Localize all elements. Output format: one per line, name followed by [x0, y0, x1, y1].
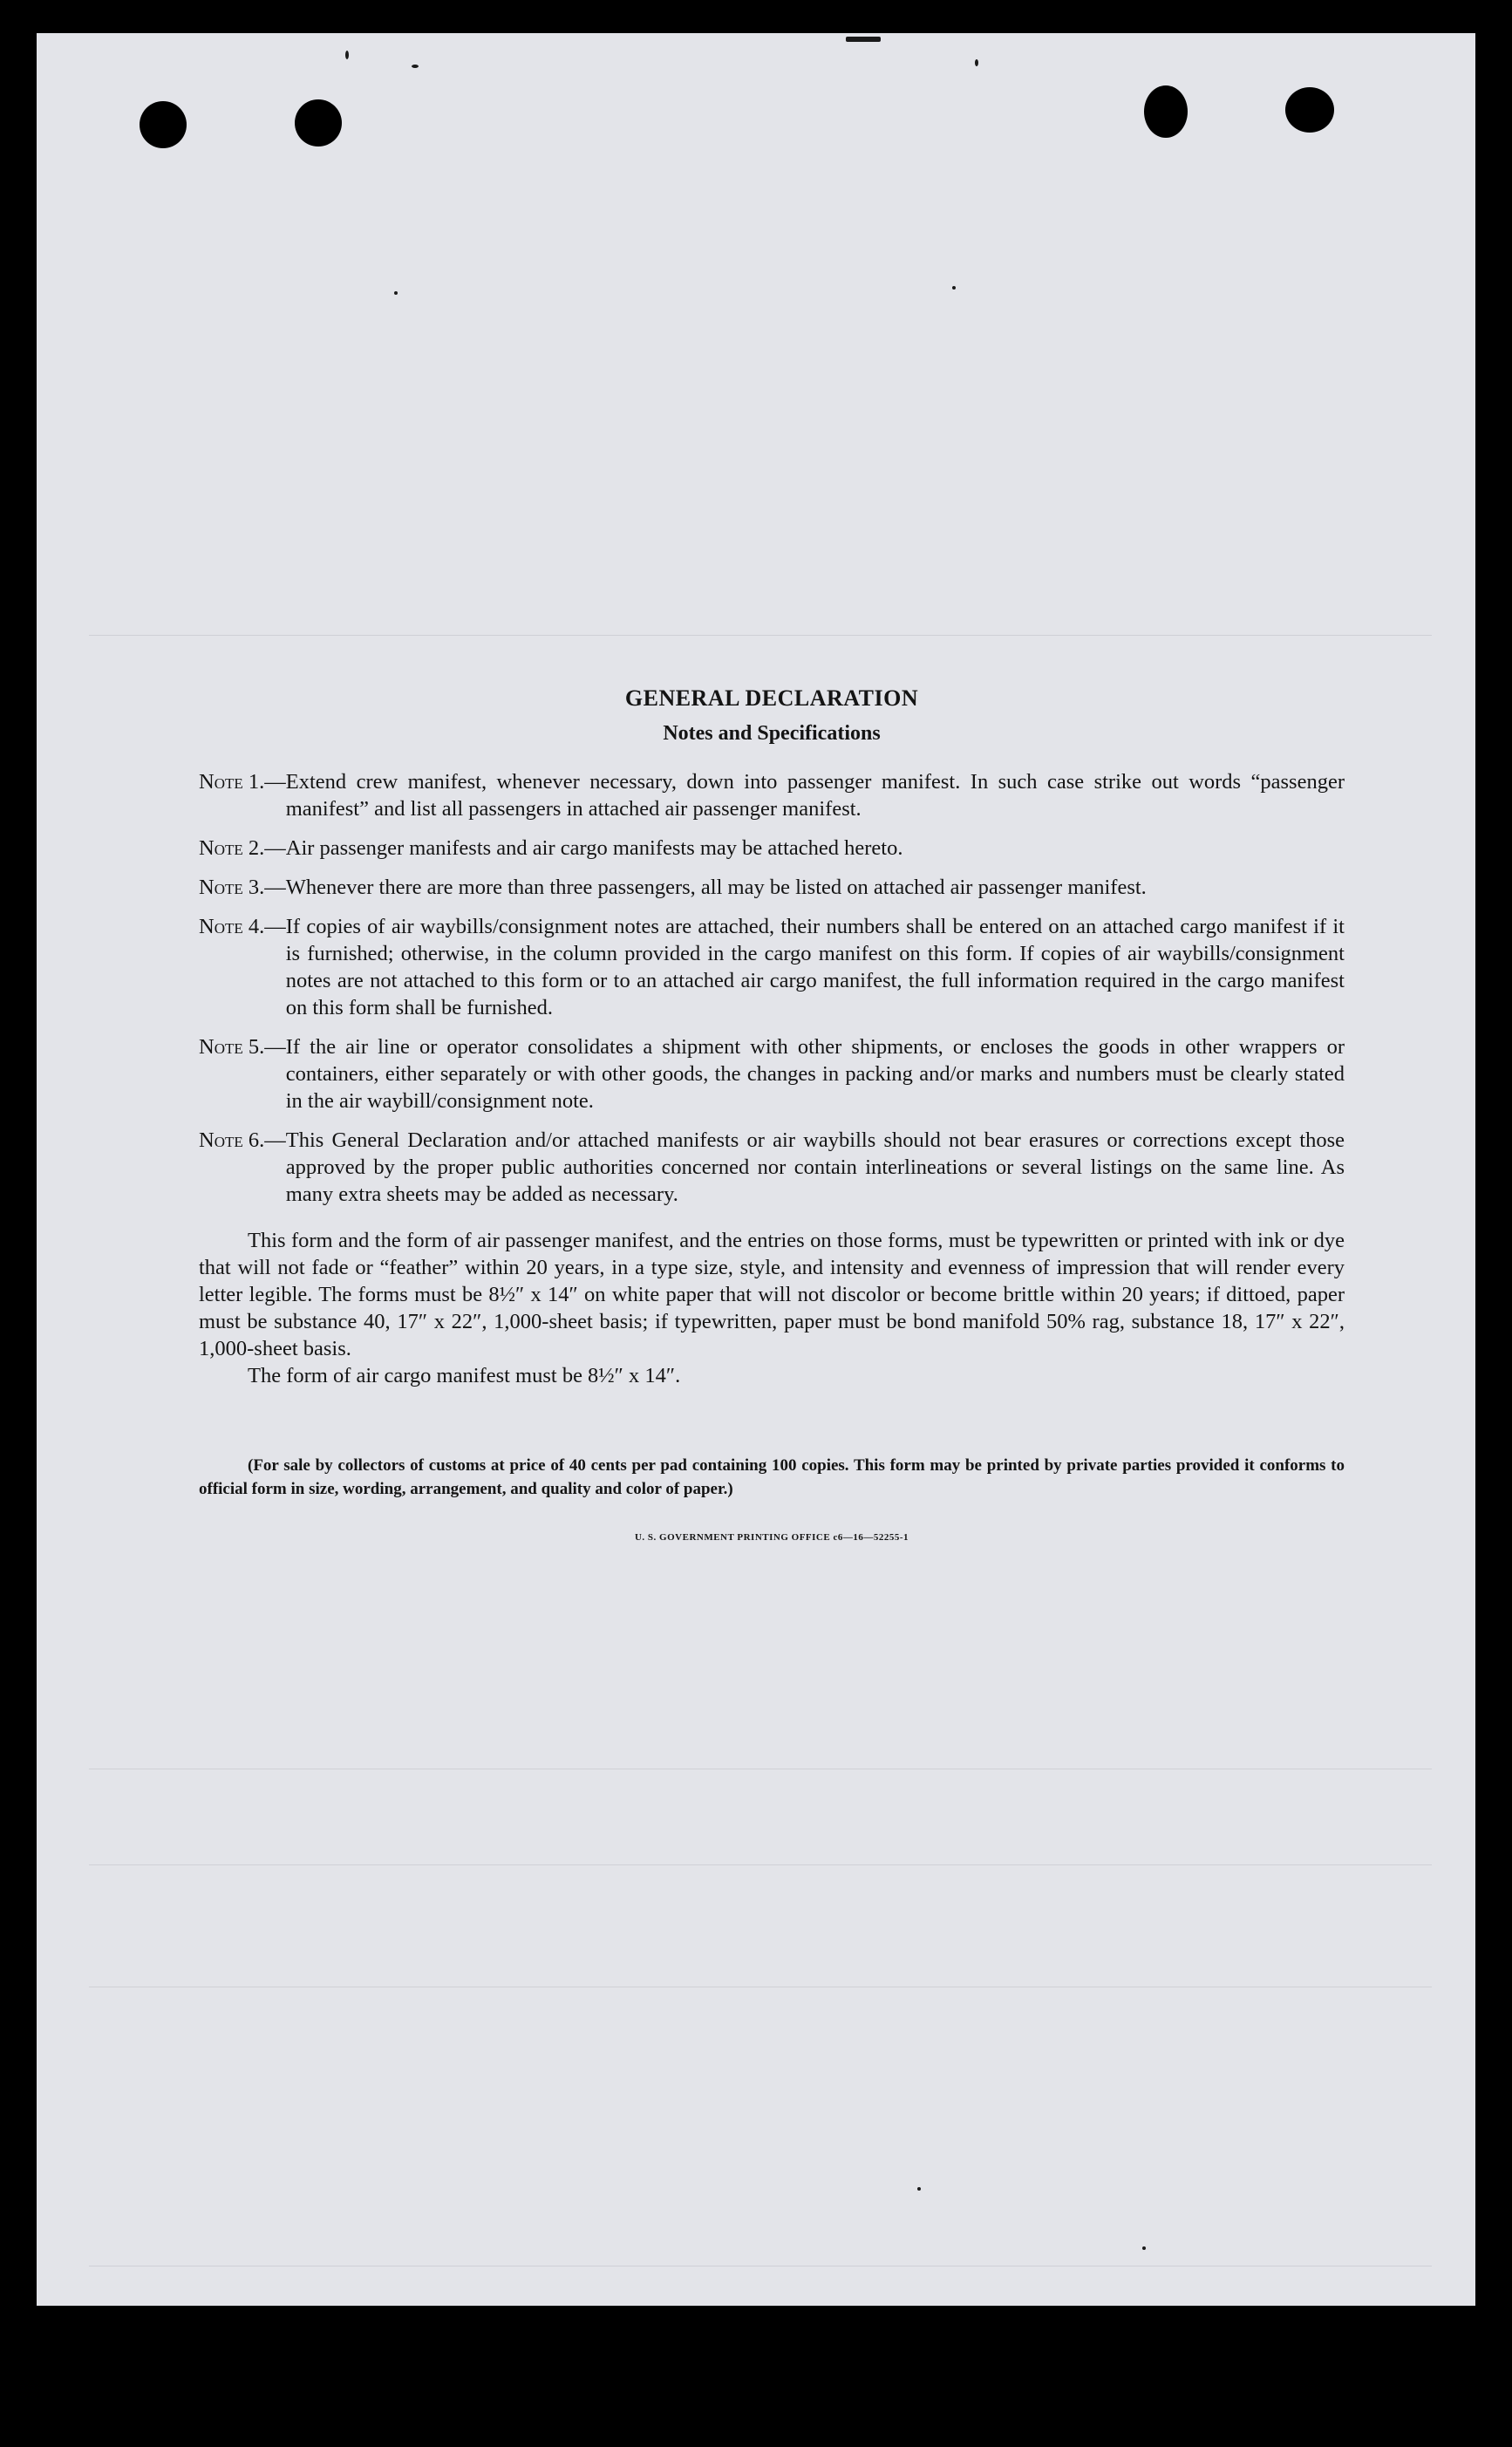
speck [345, 51, 349, 59]
note-label: Note 6.— [199, 1128, 286, 1152]
printing-office-line: U. S. GOVERNMENT PRINTING OFFICE c6—16—52255-1 [634, 1532, 909, 1543]
note-6 [199, 1127, 1345, 1208]
form-specification-paragraph: This form and the form of air passenger manifest, and the entries on those forms, must be typewritten or printed with ink or dye that will not fade or “feather” within 20 years, in a type size, style, and intensity and evenness of impression that will render every letter legible. The forms must be 8½″ x 14″ on white paper that will not discolor or become brittle within 20 years; if dittoed, paper must be substance 40, 17″ x 22″, 1,000-sheet basis; if typewritten, paper must be bond manifold 50% rag, substance 18, 17″ x 22″, 1,000-sheet basis. [199, 1229, 1345, 1360]
note-text: This General Declaration and/or attached manifests or air waybills should not bear erasures or corrections except those approved by the proper public authorities concerned nor contain interlineations or several listings on the same line. As many extra sheets may be added as necessary. [285, 1128, 1345, 1206]
note-3 [199, 874, 1345, 901]
speck [394, 291, 398, 295]
note-label: Note 3.— [199, 876, 286, 899]
document-subtitle: Notes and Specifications [663, 722, 881, 745]
note-text: Air passenger manifests and air cargo manifests may be attached hereto. [285, 836, 903, 860]
note-1 [199, 768, 1345, 822]
speck [1142, 2246, 1146, 2250]
bleed-through-line [89, 1864, 1432, 1865]
speck [412, 65, 419, 68]
note-text: Whenever there are more than three passengers, all may be listed on attached air passenger manifest. [285, 876, 1147, 899]
note-4 [199, 913, 1345, 1021]
speck [975, 59, 978, 66]
note-2 [199, 835, 1345, 862]
sale-notice: (For sale by collectors of customs at price of 40 cents per pad containing 100 copies. This form may be printed by private parties provided it conforms to official form in size, wording, arrangement, and quality and color of paper.) [199, 1456, 1345, 1498]
note-label: Note 4.— [199, 915, 286, 938]
note-5 [199, 1033, 1345, 1114]
cargo-manifest-size-paragraph: The form of air cargo manifest must be 8½″ x 14″. [248, 1364, 681, 1387]
note-label: Note 2.— [199, 836, 286, 860]
document-page [37, 33, 1475, 2306]
punch-hole-right-1 [1144, 85, 1188, 138]
speck [952, 286, 956, 290]
document-title: GENERAL DECLARATION [624, 685, 919, 711]
note-label: Note 5.— [199, 1035, 286, 1059]
speck [846, 37, 881, 42]
note-text: Extend crew manifest, whenever necessary, down into passenger manifest. In such case strike out words “passenger manifest” and list all passengers in attached air passenger manifest. [285, 770, 1345, 821]
note-text: If copies of air waybills/consignment notes are attached, their numbers shall be entered on an attached cargo manifest if it is furnished; otherwise, in the column provided in the cargo manifest on this form. If copies of air waybills/consignment notes are not attached to this form or to an attached air cargo manifest, the full information required in the cargo manifest on this form shall be furnished. [285, 915, 1345, 1019]
punch-hole-right-2 [1285, 87, 1334, 133]
notes-content [199, 651, 1345, 1543]
punch-hole-left-1 [140, 101, 187, 148]
note-label: Note 1.— [199, 770, 286, 794]
speck [917, 2187, 921, 2191]
note-text: If the air line or operator consolidates a shipment with other shipments, or encloses the goods in other wrappers or containers, either separately or with other goods, the changes in packing and/or marks and numbers must be clearly stated in the air waybill/consignment note. [285, 1035, 1345, 1113]
punch-hole-left-2 [295, 99, 342, 147]
bleed-through-line [89, 635, 1432, 636]
